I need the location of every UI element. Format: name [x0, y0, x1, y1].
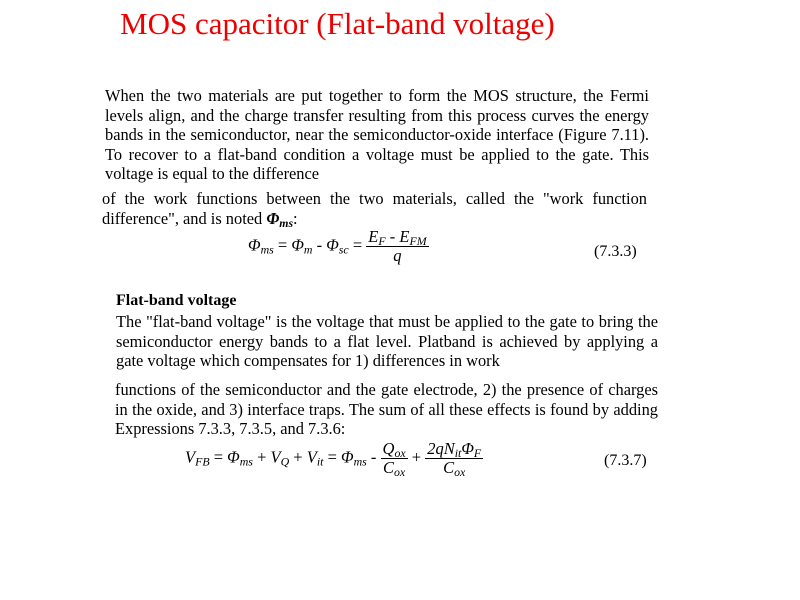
sum-effects-paragraph: functions of the semiconductor and the gate electrode, 2) the presence of charges in the oxide, and 3) interface traps. The sum of all these effects is found by adding Expressions 7.3.3, 7.3.5, and 7.3.6:: [115, 380, 658, 438]
phi-ms-symbol: $\Phi_{ms}$: [266, 208, 294, 230]
equation-7-3-3: $\Phi_{ms} = \Phi_m - \Phi_{sc}$ = $\frac{E_F - E_{FM}}{q}$: [248, 227, 427, 265]
equation-number-7-3-3: (7.3.3): [594, 243, 637, 260]
fermi-fraction: $\frac{E_F - E_{FM}}{q}$: [368, 227, 427, 265]
flat-band-heading: Flat-band voltage: [116, 292, 237, 309]
intro-paragraph: When the two materials are put together to form the MOS structure, the Fermi levels align, and the charge transfer resulting from this process curves the energy bands in the semiconductor, near the semiconductor-oxide interface (Figure 7.11). To recover to a flat-band condition a voltage must be applied to the gate. This voltage is equal to the difference: [105, 86, 649, 183]
flat-band-paragraph: The "flat-band voltage" is the voltage that must be applied to the gate to bring the semiconductor energy bands to a flat level. Platband is achieved by applying a gate voltage which compensates for 1) differences in work: [116, 312, 658, 370]
colon: :: [293, 208, 298, 228]
oxide-charge-fraction: $\frac{Q_{ox}}{C_{ox}}$: [382, 439, 406, 479]
work-function-text: of the work functions between the two materials, called the "work function difference", and is noted: [102, 189, 647, 228]
equation-7-3-7: $V_{FB} = \Phi_{ms} + V_Q + V_{it} = \Phi_{ms}$ - $\frac{Q_{ox}}{C_{ox}}$ + $\frac{2qN_{it}\Phi_F}{C_{ox}}$: [185, 439, 482, 479]
slide-title: MOS capacitor (Flat-band voltage): [120, 6, 555, 41]
interface-trap-fraction: $\frac{2qN_{it}\Phi_F}{C_{ox}}$: [427, 439, 482, 479]
work-function-paragraph: [102, 189, 647, 228]
equation-number-7-3-7: (7.3.7): [604, 452, 647, 469]
